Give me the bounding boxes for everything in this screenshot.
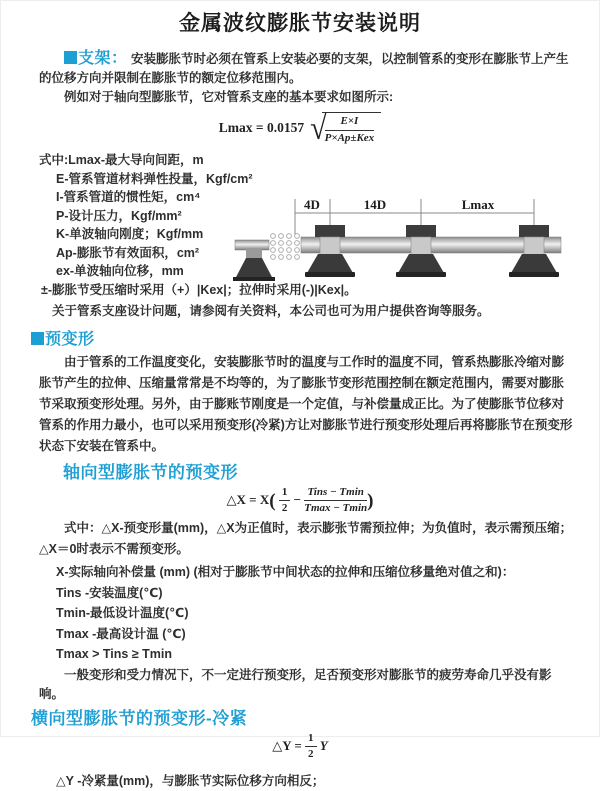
formula-dy [1, 732, 599, 763]
preform-section-header: 预变形 [45, 330, 95, 348]
lateral-subtitle: 横向型膨胀节的预变形-冷紧 [31, 708, 248, 728]
sqrt-radical [310, 109, 381, 147]
radicand [322, 112, 382, 146]
page-title: 金属波纹膨胀节安装说明 [179, 12, 421, 35]
temp-denominator: Tmax − Tmin [304, 502, 368, 515]
anchor-pedestal [235, 258, 273, 279]
half-denominator: 2 [308, 748, 314, 761]
axial-explain: 式中：△X-预变形量(mm)，△X为正值时，表示膨张节需预拉伸；为负值时，表示需预压缩；△X＝0时表示不需预变形。 [39, 521, 573, 556]
definition-line: Tmin-最低设计温度(℃) [56, 606, 189, 620]
formula-dy-rhs: Y [319, 737, 328, 753]
formula-lmax-denominator: P×Ap±Kex [324, 132, 375, 144]
definition-line: Tmax -最高设计温 (℃) [56, 626, 186, 641]
formula-lmax [1, 109, 599, 147]
dim-label-lmax: Lmax [461, 197, 495, 212]
open-paren: ( [269, 489, 276, 511]
half-fraction [279, 486, 291, 517]
axial-note: 一般变形和受力情况下，不一定进行预变形，足否预变形对膨胀节的疲劳寿命几乎没有影响。 [39, 667, 552, 701]
definition-line: I-管系管道的惯性矩，cm⁴ [56, 190, 201, 204]
axial-definitions [56, 562, 599, 665]
support-example-line: 例如对于轴向型膨胀节，它对管系支座的基本要求如图所示: [64, 90, 394, 104]
radical-sign-icon: √ [310, 109, 327, 147]
half-fraction [305, 732, 317, 763]
formula-dy-lhs: △Y = [272, 737, 302, 753]
preform-body: 由于管系的工作温度变化，安装膨胀节时的温度与工作时的温度不同，管系热膨胀冷缩对膨胀节产生的拉伸、压缩量常常是不均等的，为了膨胀节变形范围控制在额定范围内，需要对膨胀节采取预变形处理。另外，由于膨账节刚度是一个定值，与补偿量成正比。为了使膨胀节位移对管系的作用力最小，也可以采用预变形(冷紧)方让对膨胀节进行预变形处理后再将膨胀节在预变形状态下安装在管系中。 [39, 354, 573, 453]
definition-line: 关于管系支座设计问题，请参阅有关资料，本公司也可为用户提供咨询等服务。 [52, 304, 490, 318]
axial-subtitle: 轴向型膨胀节的预变形 [63, 462, 238, 482]
definition-line: Tins -安装温度(℃) [56, 585, 163, 600]
half-denominator: 2 [281, 502, 288, 515]
section-bullet-icon [64, 51, 77, 64]
formula-dx-lhs: △X = X [226, 491, 270, 507]
definition-line: E-管系管道材料弹性投量，Kgf/cm² [56, 171, 253, 186]
formula-lmax-lhs: Lmax = 0.0157 [218, 120, 305, 136]
definition-line: P-设计压力，Kgf/mm² [56, 208, 182, 223]
support-lead-text: 安装膨胀节时必须在管系上安装必要的支架，以控制管系的变形在膨胀节上产生的位移方向并限制在膨胀节的额定位移范围内。 [39, 52, 569, 85]
definition-line: 式中:Lmax-最大导向间距，m [39, 153, 204, 167]
definition-line: Tmax > Tins ≥ Tmin [56, 647, 173, 661]
temp-fraction [304, 486, 367, 517]
close-paren: ) [367, 489, 374, 511]
lateral-note: △Y -冷紧量(mm)，与膨胀节实际位移方向相反； [56, 774, 325, 788]
dim-label-4d: 4D [304, 197, 320, 212]
section-bullet-icon [31, 332, 44, 345]
definition-line: ex-单波轴向位移，mm [56, 264, 184, 278]
definition-line: X-实际轴向补偿量 (mm) (相对于膨胀节中间状态的拉伸和压缩位移量绝对值之和)： [56, 565, 515, 579]
temp-numerator: Tins − Tmin [304, 486, 367, 502]
minus-sign: − [293, 491, 301, 507]
half-numerator: 1 [305, 732, 317, 748]
definition-line: Ap-膨胀节有效面积，cm² [56, 245, 200, 260]
definition-line: K-单波轴向刚度；Kgf/mm [56, 227, 204, 241]
pipe-support-diagram [235, 191, 599, 293]
preform-header-row [31, 330, 599, 350]
dim-label-14d: 14D [363, 197, 387, 212]
definition-line: ±-膨胀节受压缩时采用（+）|Kex|；拉伸时采用(-)|Kex|。 [41, 282, 357, 297]
formula-lmax-numerator: E×I [325, 115, 375, 131]
bellows-icon [271, 234, 300, 260]
support-paragraph [39, 49, 573, 88]
support-section-header: 支架： [78, 50, 128, 67]
formula-dx [1, 486, 599, 517]
half-numerator: 1 [279, 486, 291, 502]
